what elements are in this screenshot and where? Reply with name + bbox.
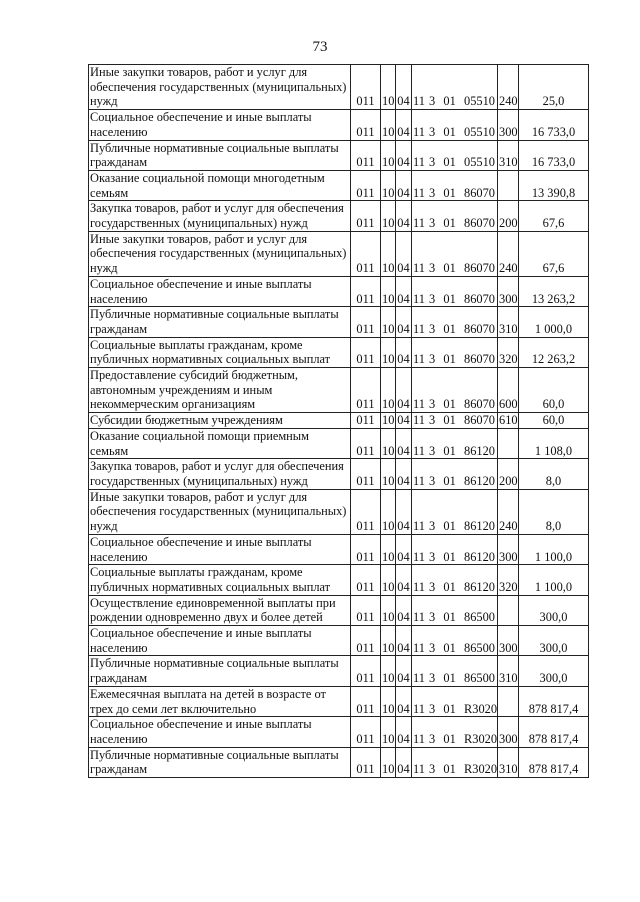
row-name: Осуществление единовременной выплаты при рождении одновременно двух и более детей	[89, 595, 351, 625]
admin-code: 011	[351, 428, 381, 458]
amount: 67,6	[519, 201, 589, 231]
target-item-code: 11 3 01 86120	[412, 489, 498, 534]
table-row	[89, 428, 589, 458]
amount: 13 390,8	[519, 170, 589, 200]
budget-table	[88, 64, 589, 778]
expense-type-code: 240	[498, 65, 519, 110]
table-row	[89, 686, 589, 716]
section-code: 10	[381, 368, 396, 413]
section-code: 10	[381, 65, 396, 110]
subsection-code: 04	[397, 413, 410, 428]
section-code: 10	[381, 717, 396, 747]
target-item-code: 11 3 01 86070	[412, 170, 498, 200]
row-name: Социальные выплаты гражданам, кроме публичных нормативных социальных выплат	[89, 565, 351, 595]
target-item-code: 11 3 01 05510	[412, 110, 498, 140]
row-name: Ежемесячная выплата на детей в возрасте от трех до семи лет включительно	[89, 686, 351, 716]
section-code: 10	[381, 231, 396, 276]
expense-type-code: 300	[498, 276, 519, 306]
expense-type-code: 310	[498, 307, 519, 337]
section-code: 10	[381, 110, 396, 140]
table-row	[89, 65, 589, 110]
expense-type-code: 300	[498, 110, 519, 140]
expense-type-code: 610	[499, 413, 518, 428]
target-item-code: 11 3 01 05510	[412, 65, 498, 110]
table-row	[89, 626, 589, 656]
admin-code: 011	[351, 489, 381, 534]
subsection-code: 04	[396, 276, 412, 306]
table-row	[89, 717, 589, 747]
expense-type-code: 300	[498, 534, 519, 564]
table-row	[89, 368, 589, 413]
amount: 300,0	[519, 626, 589, 656]
admin-code: 011	[351, 626, 381, 656]
row-name: Публичные нормативные социальные выплаты гражданам	[89, 140, 351, 170]
table-row	[89, 170, 589, 200]
amount: 16 733,0	[519, 110, 589, 140]
admin-code: 011	[351, 140, 381, 170]
row-name: Оказание социальной помощи многодетным семьям	[89, 170, 351, 200]
subsection-code: 04	[396, 110, 412, 140]
table-row	[89, 140, 589, 170]
subsection-code: 04	[396, 717, 412, 747]
section-code: 10	[381, 626, 396, 656]
table-body	[89, 65, 589, 778]
admin-code: 011	[351, 413, 381, 429]
target-item-code: 11 3 01 R3020	[412, 747, 498, 777]
expense-type-code	[498, 595, 519, 625]
admin-code: 011	[351, 595, 381, 625]
expense-type-code: 310	[498, 656, 519, 686]
row-name: Иные закупки товаров, работ и услуг для обеспечения государственных (муниципальных) нужд	[89, 489, 351, 534]
amount: 12 263,2	[519, 337, 589, 367]
table-row	[89, 110, 589, 140]
row-name: Закупка товаров, работ и услуг для обеспечения государственных (муниципальных) нужд	[89, 201, 351, 231]
page-number: 73	[312, 39, 328, 55]
row-name: Оказание социальной помощи приемным семьям	[89, 428, 351, 458]
admin-code: 011	[351, 717, 381, 747]
table-row	[89, 276, 589, 306]
amount: 1 000,0	[519, 307, 589, 337]
target-item-code: 11 3 01 86120	[412, 459, 498, 489]
subsection-code: 04	[396, 65, 412, 110]
subsection-code: 04	[396, 307, 412, 337]
amount: 1 100,0	[519, 534, 589, 564]
expense-type-code	[498, 170, 519, 200]
amount: 25,0	[519, 65, 589, 110]
admin-code: 011	[351, 65, 381, 110]
section-code: 10	[381, 565, 396, 595]
admin-code: 011	[351, 656, 381, 686]
expense-type-code: 240	[498, 231, 519, 276]
admin-code: 011	[351, 201, 381, 231]
target-item-code: 11 3 01 86120	[412, 565, 498, 595]
admin-code: 011	[351, 747, 381, 777]
section-code: 10	[381, 276, 396, 306]
admin-code: 011	[351, 307, 381, 337]
table-row	[89, 337, 589, 367]
subsection-code: 04	[396, 534, 412, 564]
table-row	[89, 413, 589, 429]
section-code: 10	[381, 459, 396, 489]
target-item-code: 11 3 01 86070	[412, 337, 498, 367]
subsection-code: 04	[396, 459, 412, 489]
table-row	[89, 656, 589, 686]
table-row	[89, 231, 589, 276]
admin-code: 011	[351, 534, 381, 564]
amount: 13 263,2	[519, 276, 589, 306]
expense-type-code: 200	[498, 459, 519, 489]
amount: 8,0	[519, 489, 589, 534]
table-row	[89, 534, 589, 564]
expense-type-code: 200	[498, 201, 519, 231]
section-code: 10	[381, 337, 396, 367]
row-name: Социальное обеспечение и иные выплаты населению	[89, 534, 351, 564]
admin-code: 011	[351, 337, 381, 367]
table-row	[89, 565, 589, 595]
section-code: 10	[381, 170, 396, 200]
expense-type-code: 240	[498, 489, 519, 534]
table-row	[89, 747, 589, 777]
target-item-code: 11 3 01 R3020	[412, 686, 498, 716]
section-code: 10	[381, 656, 396, 686]
target-item-code: 11 3 01 86500	[412, 626, 498, 656]
table-row	[89, 489, 589, 534]
admin-code: 011	[351, 368, 381, 413]
table-row	[89, 459, 589, 489]
subsection-code: 04	[396, 201, 412, 231]
subsection-code: 04	[396, 170, 412, 200]
amount: 1 100,0	[519, 565, 589, 595]
target-item-code: 11 3 01 86500	[412, 595, 498, 625]
subsection-code: 04	[396, 337, 412, 367]
section-code: 10	[381, 307, 396, 337]
subsection-code: 04	[396, 626, 412, 656]
admin-code: 011	[351, 231, 381, 276]
section-code: 10	[381, 686, 396, 716]
amount: 60,0	[519, 368, 589, 413]
section-code: 10	[381, 201, 396, 231]
target-item-code: 11 3 01 R3020	[412, 717, 498, 747]
amount: 16 733,0	[519, 140, 589, 170]
row-name: Публичные нормативные социальные выплаты гражданам	[89, 747, 351, 777]
row-name: Иные закупки товаров, работ и услуг для обеспечения государственных (муниципальных) нужд	[89, 231, 351, 276]
amount: 878 817,4	[519, 747, 589, 777]
subsection-code: 04	[396, 595, 412, 625]
target-item-code: 11 3 01 86070	[412, 201, 498, 231]
row-name: Иные закупки товаров, работ и услуг для обеспечения государственных (муниципальных) нужд	[89, 65, 351, 110]
target-item-code: 11 3 01 86120	[412, 534, 498, 564]
target-item-code: 11 3 01 05510	[412, 140, 498, 170]
row-name: Социальное обеспечение и иные выплаты населению	[89, 276, 351, 306]
expense-type-code	[498, 428, 519, 458]
row-name: Социальное обеспечение и иные выплаты населению	[89, 110, 351, 140]
subsection-code: 04	[396, 140, 412, 170]
row-name: Субсидии бюджетным учреждениям	[89, 413, 351, 429]
section-code: 10	[381, 747, 396, 777]
section-code: 10	[382, 413, 395, 428]
row-name: Социальные выплаты гражданам, кроме публичных нормативных социальных выплат	[89, 337, 351, 367]
amount: 300,0	[519, 656, 589, 686]
row-name: Социальное обеспечение и иные выплаты населению	[89, 717, 351, 747]
subsection-code: 04	[396, 747, 412, 777]
amount: 300,0	[519, 595, 589, 625]
target-item-code: 11 3 01 86120	[412, 428, 498, 458]
section-code: 10	[381, 489, 396, 534]
amount: 60,0	[519, 413, 589, 429]
subsection-code: 04	[396, 656, 412, 686]
amount: 878 817,4	[519, 686, 589, 716]
expense-type-code: 300	[498, 626, 519, 656]
table-row	[89, 307, 589, 337]
amount: 67,6	[519, 231, 589, 276]
admin-code: 011	[351, 565, 381, 595]
subsection-code: 04	[396, 368, 412, 413]
target-item-code: 11 3 01 86070	[412, 307, 498, 337]
table-row	[89, 201, 589, 231]
expense-type-code: 310	[498, 747, 519, 777]
section-code: 10	[381, 534, 396, 564]
expense-type-code: 300	[498, 717, 519, 747]
row-name: Публичные нормативные социальные выплаты гражданам	[89, 656, 351, 686]
admin-code: 011	[351, 686, 381, 716]
subsection-code: 04	[396, 231, 412, 276]
subsection-code: 04	[396, 428, 412, 458]
subsection-code: 04	[396, 686, 412, 716]
target-item-code: 11 3 01 86070	[412, 413, 498, 429]
expense-type-code: 320	[498, 337, 519, 367]
row-name: Закупка товаров, работ и услуг для обеспечения государственных (муниципальных) нужд	[89, 459, 351, 489]
admin-code: 011	[351, 276, 381, 306]
expense-type-code: 320	[498, 565, 519, 595]
target-item-code: 11 3 01 86070	[412, 276, 498, 306]
subsection-code: 04	[396, 565, 412, 595]
admin-code: 011	[351, 459, 381, 489]
section-code: 10	[381, 140, 396, 170]
admin-code: 011	[351, 110, 381, 140]
row-name: Публичные нормативные социальные выплаты гражданам	[89, 307, 351, 337]
amount: 1 108,0	[519, 428, 589, 458]
expense-type-code: 310	[498, 140, 519, 170]
target-item-code: 11 3 01 86500	[412, 656, 498, 686]
table-row	[89, 595, 589, 625]
target-item-code: 11 3 01 86070	[412, 231, 498, 276]
section-code: 10	[381, 428, 396, 458]
section-code: 10	[381, 595, 396, 625]
expense-type-code	[498, 686, 519, 716]
target-item-code: 11 3 01 86070	[412, 368, 498, 413]
amount: 8,0	[519, 459, 589, 489]
subsection-code: 04	[396, 489, 412, 534]
row-name: Социальное обеспечение и иные выплаты населению	[89, 626, 351, 656]
expense-type-code: 600	[498, 368, 519, 413]
admin-code: 011	[351, 170, 381, 200]
row-name: Предоставление субсидий бюджетным, автономным учреждениям и иным некоммерческим организациям	[89, 368, 351, 413]
amount: 878 817,4	[519, 717, 589, 747]
